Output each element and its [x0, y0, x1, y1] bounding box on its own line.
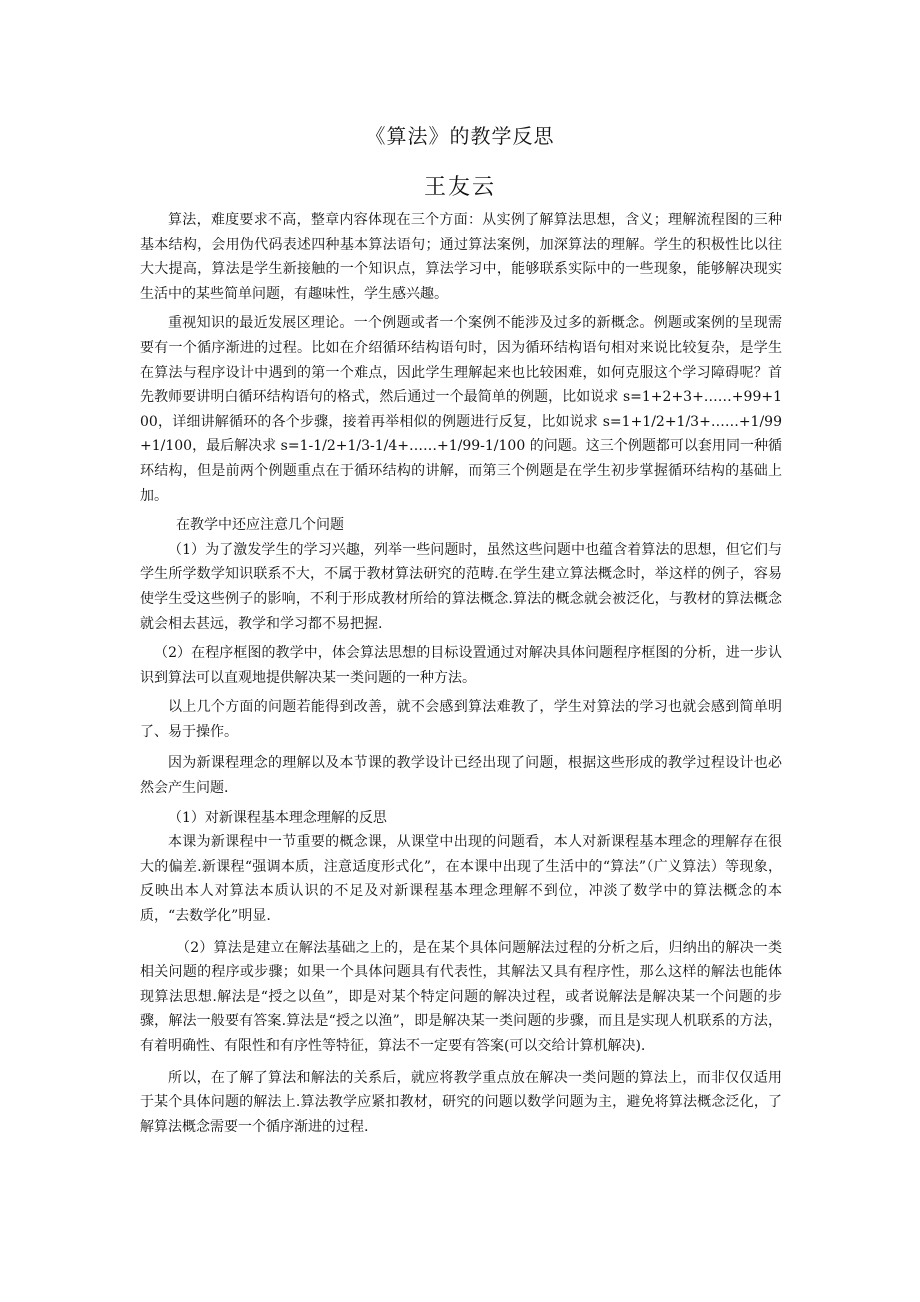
paragraph-notes-heading: 在教学中还应注意几个问题 [176, 517, 344, 534]
paragraph-zone-theory: 重视知识的最近发展区理论。一个例题或者一个案例不能涉及过多的新概念。例题或案例的呈现需要有一个循序渐进的过程。比如在介绍循环结构语句时，因为循环结构语句相对来说比较复杂，是学生在算法与程序设计中遇到的第一个难点，因此学生理解起来也比较困难，如何克服这个学习障碍呢？首先教师要讲明白循环结构语句的格式，然后通过一个最简单的例题，比如说求 s=1+2+3+……+99+100，详细讲解循环的各个步骤，接着再举相似的例题进行反复，比如说求 s=1+1/2+1/3+……+1/99+1/100，最后解决求 s=1-1/2+1/3-1/4+……+1/99-1/100 的问题。这三个例题都可以套用同一种循环结构，但是前两个例题重点在于循环结构的讲解，而第三个例题是在学生初步掌握循环结构的基础上加。 [140, 315, 782, 504]
paragraph-reflection-2: （2）算法是建立在解法基础之上的，是在某个具体问题解法过程的分析之后，归纳出的解决一类相关问题的程序或步骤；如果一个具体问题具有代表性，其解法又具有程序性，那么这样的解法也能体现算法思想.解法是“授之以鱼”，即是对某个特定问题的解决过程，或者说解法是解决某一个问题的步骤，解法一般要有答案.算法是“授之以渔”，即是解决某一类问题的步骤，而且是实现人机联系的方法，有着明确性、有限性和有序性等特征，算法不一定要有答案(可以交给计算机解决). [140, 939, 782, 1054]
paragraph-conclusion: 所以，在了解了算法和解法的关系后，就应将教学重点放在解决一类问题的算法上，而非仅仅适用于某个具体问题的解法上.算法教学应紧扣教材，研究的问题以数学问题为主，避免将算法概念泛化，了解算法概念需要一个循序渐进的过程. [140, 1069, 782, 1135]
paragraph-reflection-heading: （1）对新课程基本理念理解的反思 [168, 809, 387, 826]
paragraph-design-problems: 因为新课程理念的理解以及本节课的教学设计已经出现了问题，根据这些形成的教学过程设计也必然会产生问题. [140, 755, 782, 797]
document-title: 《算法》的教学反思 [365, 124, 555, 148]
paragraph-intro: 算法，难度要求不高，整章内容体现在三个方面：从实例了解算法思想，含义；理解流程图的三种基本结构，会用伪代码表述四种基本算法语句；通过算法案例，加深算法的理解。学生的积极性比以往大大提高，算法是学生新接触的一个知识点，算法学习中，能够联系实际中的一些现象，能够解决现实生活中的某些简单问题，有趣味性，学生感兴趣。 [140, 212, 782, 302]
document-body [140, 208, 782, 1139]
paragraph-reflection-1: 本课为新课程中一节重要的概念课，从课堂中出现的问题看，本人对新课程基本理念的理解存在很大的偏差.新课程“强调本质，注意适度形式化”，在本课中出现了生活中的“算法”（广义算法）等现象，反映出本人对算法本质认识的不足及对新课程基本理念理解不到位，冲淡了数学中的算法概念的本质，“去数学化”明显. [140, 834, 782, 925]
document-author: 王友云 [423, 175, 496, 200]
paragraph-note-1: （1）为了激发学生的学习兴趣，列举一些问题时，虽然这些问题中也蕴含着算法的思想，但它们与学生所学数学知识联系不大，不属于教材算法研究的范畴.在学生建立算法概念时，举这样的例子，容易使学生受这些例子的影响，不利于形成教材所给的算法概念.算法的概念就会被泛化，与教材的算法概念就会相去甚远，教学和学习都不易把握. [140, 541, 782, 632]
paragraph-improvement: 以上几个方面的问题若能得到改善，就不会感到算法难教了，学生对算法的学习也就会感到简单明了、易于操作。 [140, 699, 782, 740]
paragraph-note-2: （2）在程序框图的教学中，体会算法思想的目标设置通过对解决具体问题程序框图的分析，进一步认识到算法可以直观地提供解决某一类问题的一种方法。 [140, 645, 782, 686]
